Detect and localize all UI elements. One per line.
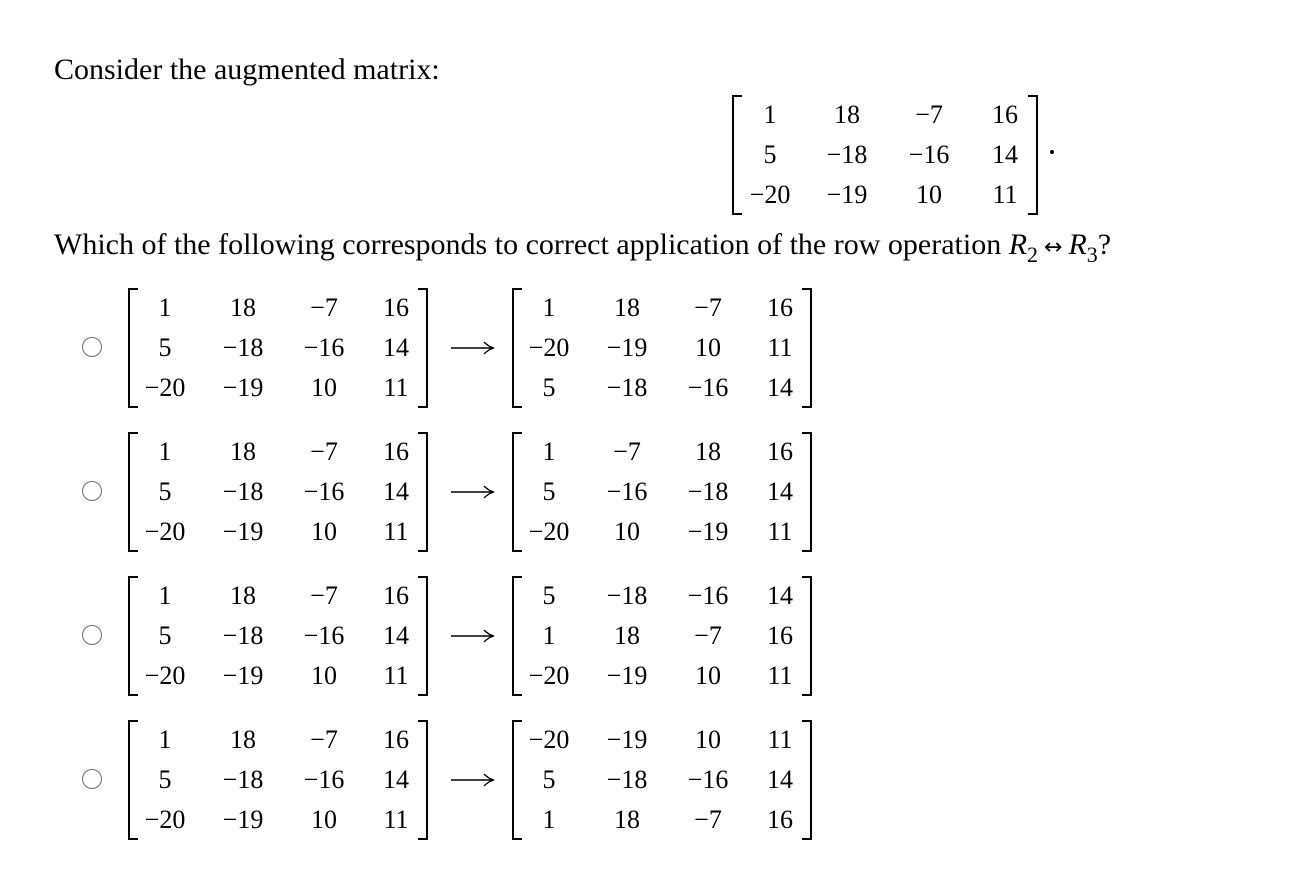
matrix-cell: 14 (383, 333, 409, 362)
matrix-cell: 5 (542, 477, 556, 506)
source-matrix-table (128, 288, 428, 408)
matrix-cell: −20 (749, 180, 791, 209)
source-matrix-table (128, 432, 428, 552)
matrix-cell: −16 (687, 765, 729, 794)
matrix-cell: 11 (383, 373, 409, 402)
matrix-cell: 16 (383, 581, 409, 610)
right-bracket (802, 720, 812, 840)
matrix-cell: 1 (542, 293, 556, 322)
matrix-cell: −7 (613, 437, 641, 466)
matrix-row (128, 512, 428, 552)
matrix-cell: −19 (222, 661, 264, 690)
matrix-cell: −19 (222, 805, 264, 834)
matrix-row (128, 616, 428, 656)
matrix-row (512, 432, 812, 472)
matrix-cell: 10 (311, 661, 337, 690)
right-bracket (418, 288, 428, 408)
matrix-cell: −7 (310, 293, 338, 322)
matrix-row (512, 656, 812, 696)
matrix-cell: 10 (311, 805, 337, 834)
given-matrix-table (732, 95, 1038, 215)
matrix-row (512, 328, 812, 368)
matrix-cell: −18 (606, 581, 648, 610)
matrix-cell: 14 (383, 477, 409, 506)
matrix-cell: −7 (694, 805, 722, 834)
matrix-cell: 5 (158, 477, 172, 506)
matrix-cell: 16 (767, 437, 793, 466)
matrix-cell: −7 (310, 725, 338, 754)
question-prefix: Which of the following corresponds to correct application of the row operation (54, 228, 1002, 261)
matrix-cell: −19 (222, 373, 264, 402)
matrix-cell: 1 (542, 805, 556, 834)
matrix-row (512, 368, 812, 408)
radio-button[interactable] (82, 481, 102, 501)
radio-button[interactable] (82, 625, 102, 645)
matrix-cell: −7 (694, 621, 722, 650)
matrix-cell: −18 (606, 765, 648, 794)
row-b: R (1068, 228, 1087, 261)
matrix-cell: 16 (767, 805, 793, 834)
matrix-cell: 11 (767, 517, 793, 546)
matrix-cell: 11 (767, 333, 793, 362)
matrix-cell: 5 (158, 333, 172, 362)
period-dot (1050, 150, 1054, 154)
radio-button[interactable] (82, 337, 102, 357)
matrix-row (128, 432, 428, 472)
matrix-cell: 5 (158, 621, 172, 650)
matrix-cell: 18 (834, 100, 860, 129)
matrix-row (128, 656, 428, 696)
matrix-cell: 5 (763, 140, 777, 169)
matrix-cell: 14 (767, 581, 793, 610)
matrix-cell: 5 (158, 765, 172, 794)
matrix-cell: 14 (767, 373, 793, 402)
matrix-cell: 18 (614, 621, 640, 650)
matrix-cell: 11 (383, 517, 409, 546)
source-matrix (128, 576, 428, 696)
matrix-cell: 18 (230, 293, 256, 322)
matrix-cell: 1 (763, 100, 777, 129)
matrix-cell: −20 (528, 661, 570, 690)
matrix-cell: 10 (311, 517, 337, 546)
result-matrix (512, 432, 812, 552)
matrix-cell: −7 (310, 437, 338, 466)
matrix-row (732, 175, 1038, 215)
right-bracket (802, 432, 812, 552)
matrix-row (512, 288, 812, 328)
matrix-cell: 10 (695, 725, 721, 754)
matrix-cell: −16 (303, 333, 345, 362)
matrix-cell: 5 (542, 373, 556, 402)
matrix-cell: 1 (542, 621, 556, 650)
matrix-cell: 14 (383, 765, 409, 794)
swap-arrow-icon: ↔ (1044, 235, 1063, 260)
question-suffix: ? (1097, 228, 1112, 261)
maps-to-arrow-icon (451, 773, 495, 787)
maps-to-arrow-icon (451, 341, 495, 355)
matrix-cell: 11 (992, 180, 1018, 209)
matrix-row (512, 512, 812, 552)
matrix-row (128, 368, 428, 408)
matrix-cell: −18 (687, 477, 729, 506)
matrix-row (128, 288, 428, 328)
matrix-cell: 11 (383, 805, 409, 834)
matrix-row (128, 328, 428, 368)
matrix-cell: −18 (222, 477, 264, 506)
matrix-cell: −19 (687, 517, 729, 546)
result-matrix (512, 576, 812, 696)
matrix-row (732, 95, 1038, 135)
matrix-cell: −18 (222, 333, 264, 362)
matrix-cell: −16 (303, 477, 345, 506)
matrix-cell: 10 (916, 180, 942, 209)
matrix-cell: 5 (542, 581, 556, 610)
matrix-cell: 16 (383, 725, 409, 754)
matrix-cell: 10 (614, 517, 640, 546)
matrix-cell: 16 (992, 100, 1018, 129)
maps-to-arrow-icon (451, 629, 495, 643)
right-bracket (802, 576, 812, 696)
matrix-cell: −7 (915, 100, 943, 129)
matrix-row (512, 576, 812, 616)
matrix-cell: 10 (695, 661, 721, 690)
right-bracket (418, 576, 428, 696)
matrix-cell: −19 (606, 333, 648, 362)
matrix-cell: 16 (383, 293, 409, 322)
row-b-subscript: 3 (1086, 242, 1098, 267)
matrix-row (128, 720, 428, 760)
matrix-cell: −18 (826, 140, 868, 169)
matrix-cell: −16 (687, 373, 729, 402)
source-matrix (128, 720, 428, 840)
right-bracket (802, 288, 812, 408)
matrix-cell: 18 (230, 725, 256, 754)
matrix-cell: −19 (606, 725, 648, 754)
matrix-row (128, 576, 428, 616)
result-matrix-table (512, 576, 812, 696)
matrix-cell: −18 (222, 765, 264, 794)
matrix-cell: −16 (908, 140, 950, 169)
source-matrix (128, 432, 428, 552)
result-matrix-table (512, 432, 812, 552)
matrix-cell: −16 (687, 581, 729, 610)
matrix-row (512, 616, 812, 656)
matrix-cell: 14 (992, 140, 1018, 169)
matrix-cell: 18 (695, 437, 721, 466)
matrix-cell: −18 (222, 621, 264, 650)
source-matrix-table (128, 720, 428, 840)
matrix-cell: −20 (528, 725, 570, 754)
matrix-cell: −20 (144, 517, 186, 546)
matrix-cell: 16 (767, 621, 793, 650)
matrix-cell: 5 (542, 765, 556, 794)
matrix-cell: 14 (767, 765, 793, 794)
result-matrix-table (512, 720, 812, 840)
matrix-cell: 1 (158, 293, 172, 322)
matrix-cell: −20 (528, 517, 570, 546)
matrix-cell: −20 (144, 661, 186, 690)
matrix-cell: −7 (310, 581, 338, 610)
matrix-cell: 1 (158, 581, 172, 610)
matrix-cell: −7 (694, 293, 722, 322)
matrix-cell: 11 (383, 661, 409, 690)
matrix-row (732, 135, 1038, 175)
matrix-cell: 1 (158, 437, 172, 466)
matrix-cell: 10 (311, 373, 337, 402)
matrix-row (512, 720, 812, 760)
matrix-row (512, 760, 812, 800)
matrix-cell: −19 (222, 517, 264, 546)
result-matrix (512, 720, 812, 840)
right-bracket (1028, 95, 1038, 215)
question-text (54, 227, 1111, 266)
matrix-cell: 11 (767, 661, 793, 690)
result-matrix-table (512, 288, 812, 408)
matrix-cell: 18 (230, 581, 256, 610)
matrix-cell: 11 (767, 725, 793, 754)
matrix-cell: −19 (826, 180, 868, 209)
matrix-cell: 14 (383, 621, 409, 650)
matrix-cell: 18 (614, 805, 640, 834)
source-matrix-table (128, 576, 428, 696)
matrix-cell: −18 (606, 373, 648, 402)
matrix-cell: −20 (144, 805, 186, 834)
matrix-cell: −16 (303, 621, 345, 650)
right-bracket (418, 720, 428, 840)
matrix-row (128, 760, 428, 800)
row-a-subscript: 2 (1027, 242, 1039, 267)
matrix-cell: 1 (542, 437, 556, 466)
matrix-cell: 14 (767, 477, 793, 506)
matrix-cell: 16 (767, 293, 793, 322)
matrix-cell: 18 (230, 437, 256, 466)
matrix-cell: −19 (606, 661, 648, 690)
matrix-cell: 1 (158, 725, 172, 754)
radio-button[interactable] (82, 769, 102, 789)
row-a: R (1008, 228, 1028, 261)
matrix-cell: −20 (144, 373, 186, 402)
matrix-row (128, 472, 428, 512)
matrix-cell: −16 (606, 477, 648, 506)
matrix-cell: 10 (695, 333, 721, 362)
matrix-row (128, 800, 428, 840)
matrix-cell: −20 (528, 333, 570, 362)
right-bracket (418, 432, 428, 552)
intro-text: Consider the augmented matrix: (54, 53, 440, 86)
given-matrix (732, 95, 1038, 215)
matrix-cell: 16 (383, 437, 409, 466)
source-matrix (128, 288, 428, 408)
matrix-row (512, 800, 812, 840)
matrix-cell: −16 (303, 765, 345, 794)
maps-to-arrow-icon (451, 485, 495, 499)
matrix-row (512, 472, 812, 512)
matrix-cell: 18 (614, 293, 640, 322)
result-matrix (512, 288, 812, 408)
